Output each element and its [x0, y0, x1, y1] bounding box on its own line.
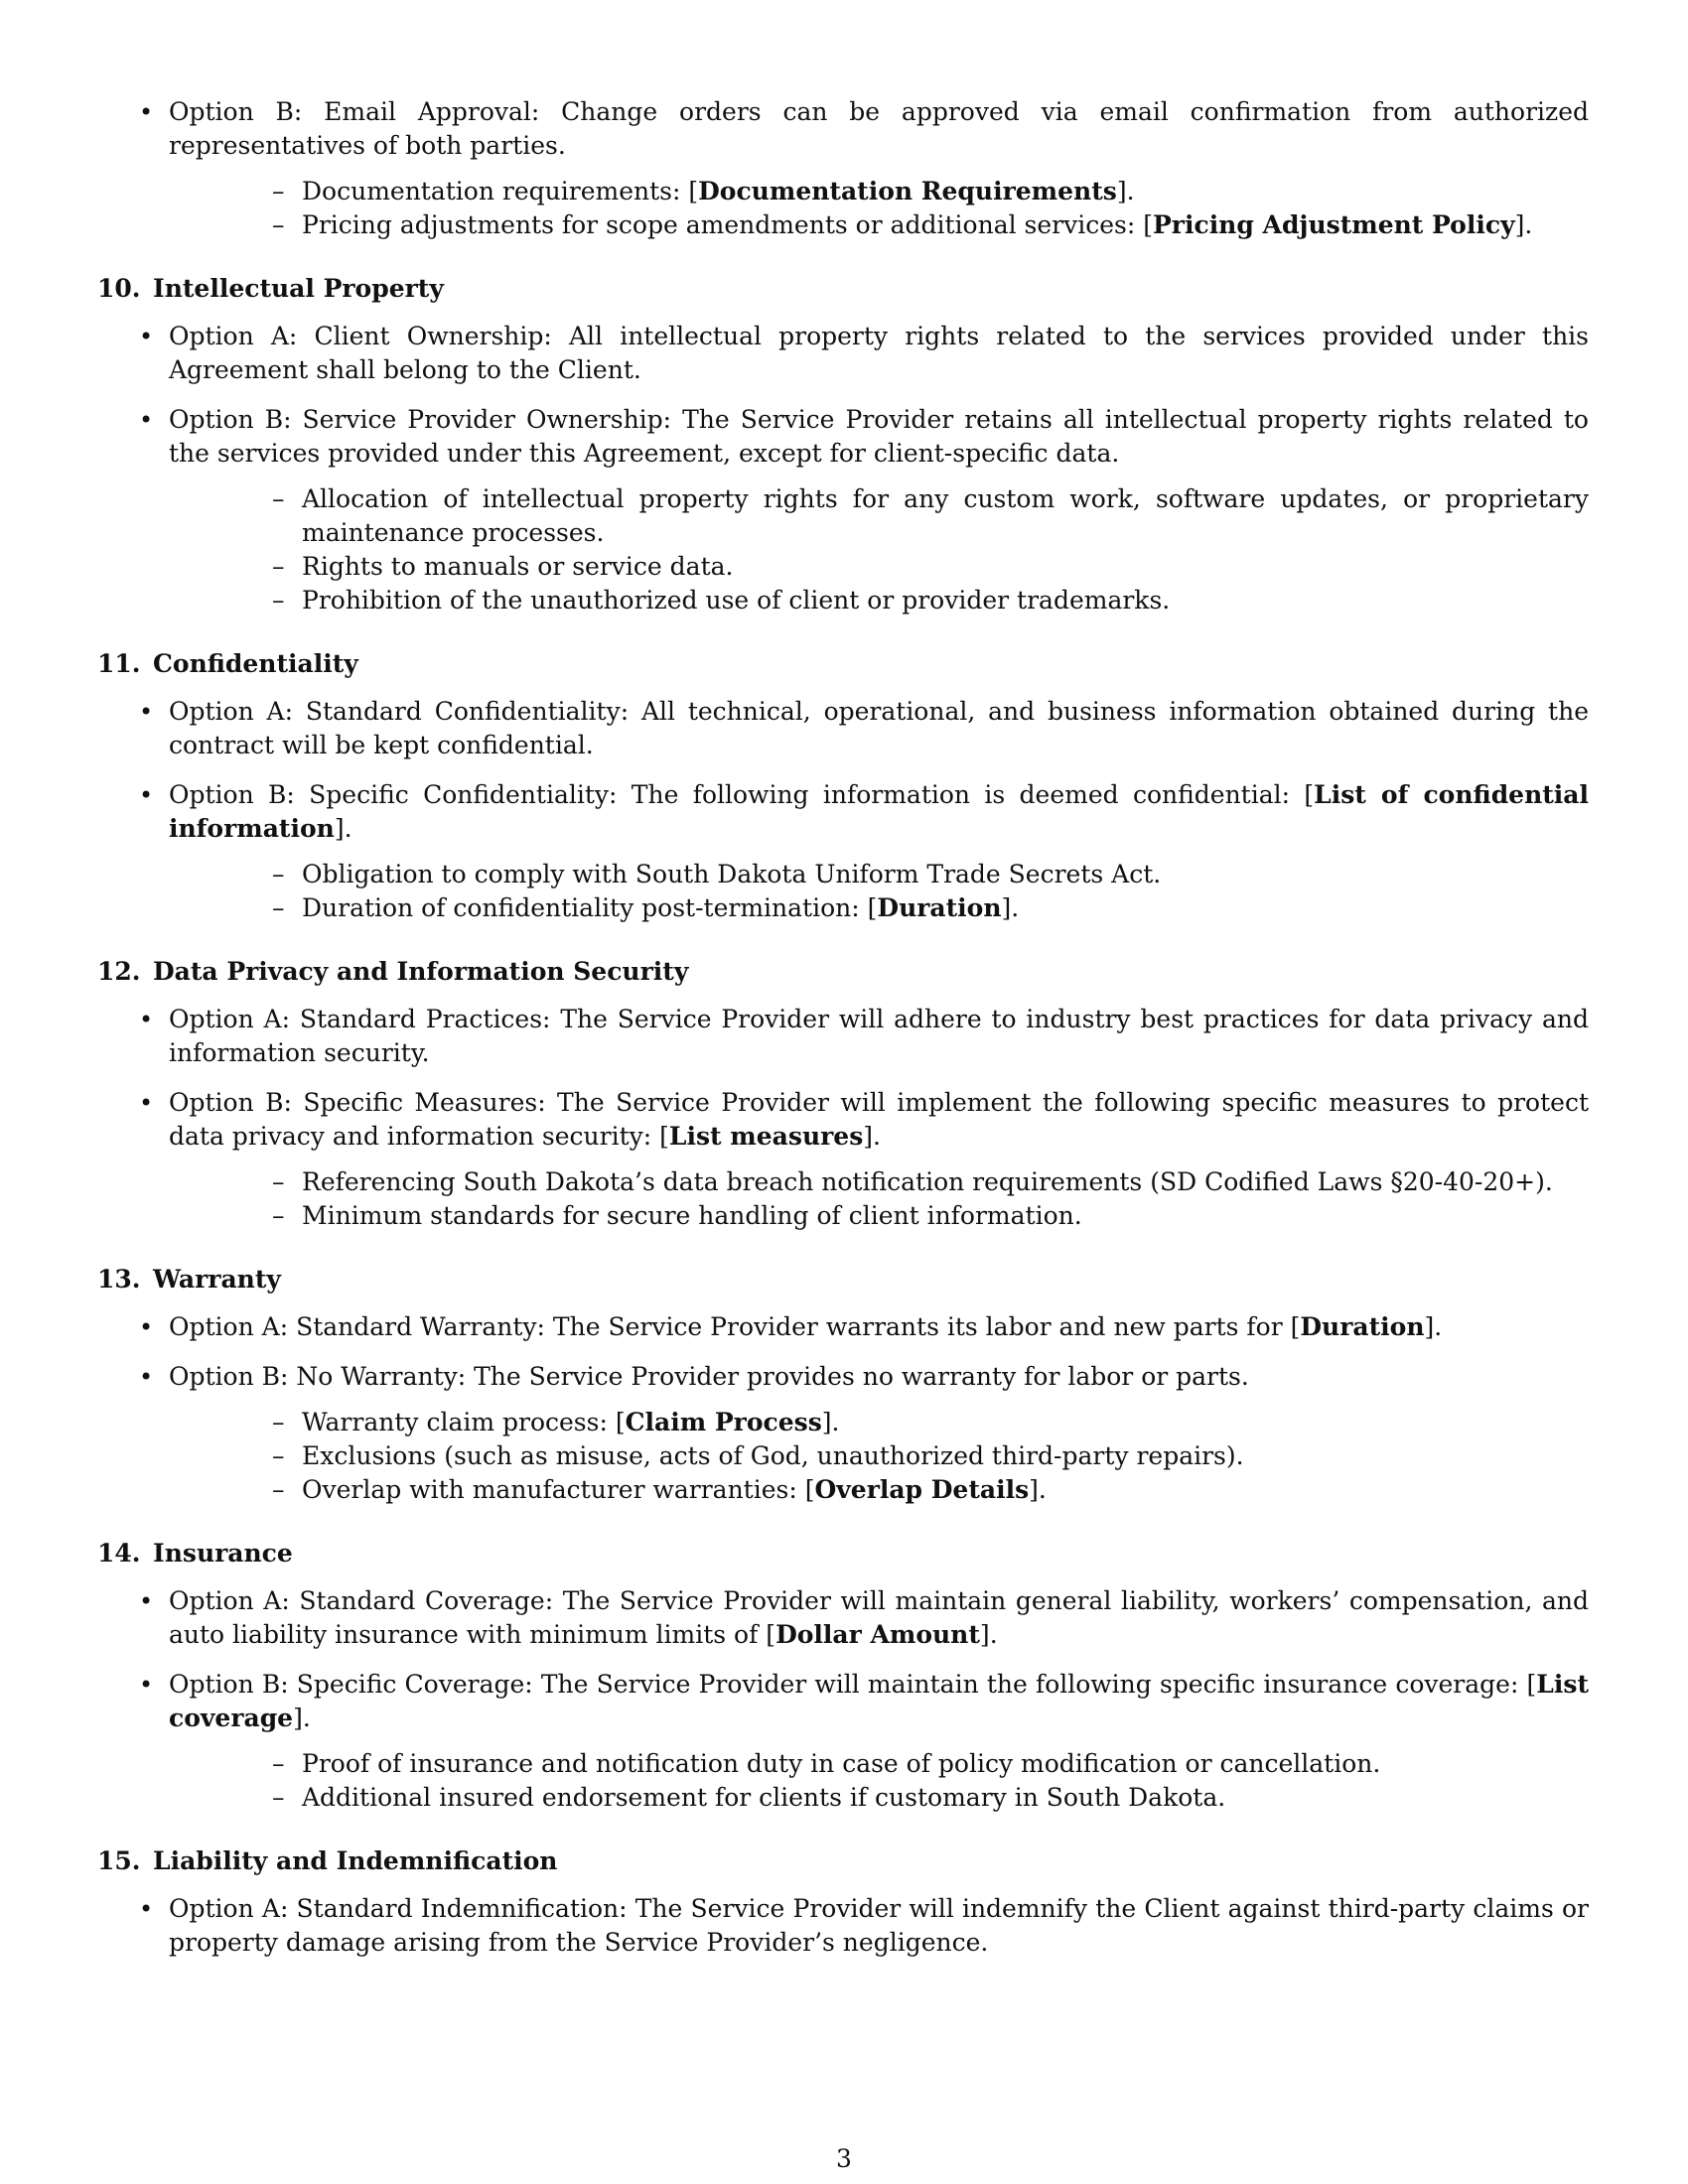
sub-text: Obligation to comply with South Dakota Uniform Trade Secrets Act.: [302, 860, 1162, 888]
option-item: [97, 320, 1589, 387]
sub-tail: .: [1126, 177, 1135, 205]
option-item: [97, 1360, 1589, 1507]
sub-item: [169, 858, 1589, 891]
placeholder-field: Claim Process: [625, 1408, 822, 1436]
sub-text: Referencing South Dakota’s data breach notification requirements (SD Codified Laws §20-40-20+).: [302, 1167, 1553, 1196]
section-number: 11.: [97, 649, 141, 678]
placeholder-field: Duration: [877, 893, 1002, 922]
sub-list: [169, 1747, 1589, 1815]
section-14: [97, 1537, 1589, 1815]
placeholder-field: Dollar Amount: [775, 1620, 980, 1649]
option-item: [97, 695, 1589, 762]
line-tail: .: [989, 1620, 998, 1649]
sub-text: Warranty claim process:: [302, 1408, 616, 1436]
option-text: Option A: Standard Confidentiality: All technical, operational, and business information obtained during the contract will be kept confidential.: [169, 697, 1589, 759]
line-tail: .: [873, 1122, 881, 1151]
section-12: [97, 955, 1589, 1233]
option-list: [97, 320, 1589, 617]
section-heading: [97, 1263, 1589, 1297]
sub-text: Rights to manuals or service data.: [302, 552, 734, 581]
sub-text: Documentation requirements:: [302, 177, 689, 205]
page-number: 3: [836, 2144, 852, 2173]
section-number: 13.: [97, 1265, 141, 1294]
option-text: Option A: Standard Coverage: The Service Provider will maintain general liability, workers’ compensation, and auto liability insurance with minimum limits of: [169, 1586, 1589, 1649]
sub-text: Minimum standards for secure handling of client information.: [302, 1201, 1082, 1230]
sub-item: [169, 1439, 1589, 1473]
sub-item: [169, 550, 1589, 584]
section-title: Liability and Indemnification: [153, 1846, 558, 1875]
option-text: Option A: Standard Warranty: The Service Provider warrants its labor and new parts for: [169, 1312, 1291, 1341]
sub-text: Pricing adjustments for scope amendments or additional services:: [302, 210, 1144, 239]
sub-list: [169, 1165, 1589, 1233]
section-11: [97, 647, 1589, 925]
section-continuation: [97, 95, 1589, 242]
option-text: Option B: No Warranty: The Service Provider provides no warranty for labor or parts.: [169, 1362, 1249, 1391]
line-tail: .: [1038, 1475, 1047, 1504]
line-tail: .: [1434, 1312, 1443, 1341]
option-item: [97, 403, 1589, 617]
option-item: [97, 1003, 1589, 1070]
line-tail: .: [302, 1704, 311, 1732]
sub-item: [169, 584, 1589, 617]
section-title: Warranty: [153, 1265, 281, 1294]
sub-item: – Pricing adjustments for scope amendments or additional services: [Pricing Adjustment Policy].: [169, 208, 1589, 242]
section-15: [97, 1844, 1589, 1960]
option-text: Option B: Specific Coverage: The Service Provider will maintain the following specific insurance coverage:: [169, 1670, 1527, 1699]
sub-item: – Documentation requirements: [Documentation Requirements].: [169, 175, 1589, 208]
placeholder-field: List measures: [668, 1122, 864, 1151]
sub-item: [169, 1199, 1589, 1233]
placeholder-field: Overlap Details: [814, 1475, 1030, 1504]
sub-item: – Warranty claim process: [Claim Process].: [169, 1406, 1589, 1439]
sub-text: Exclusions (such as misuse, acts of God, unauthorized third-party repairs).: [302, 1441, 1244, 1470]
sub-item: [169, 1165, 1589, 1199]
option-item: • Option B: Specific Coverage: The Service Provider will maintain the following specific insurance coverage: [List coverage]. – Proof of insurance and notification duty in case of policy modification or cancellation. – Additional insured endorsement for clients if customary in South Dakota.: [97, 1668, 1589, 1815]
placeholder-field: Pricing Adjustment Policy: [1153, 210, 1515, 239]
section-number: 15.: [97, 1846, 141, 1875]
sub-text: Proof of insurance and notification duty in case of policy modification or cancellation.: [302, 1749, 1381, 1778]
section-title: Intellectual Property: [153, 274, 444, 303]
sub-list: [169, 1406, 1589, 1507]
line-tail: .: [1011, 893, 1020, 922]
sub-item: – Duration of confidentiality post-termination: [Duration].: [169, 891, 1589, 925]
option-text: Option B: Email Approval: Change orders can be approved via email confirmation from authorized representatives of both parties.: [169, 97, 1589, 160]
section-heading: [97, 1844, 1589, 1878]
option-text: Option B: Specific Measures: The Service Provider will implement the following specific measures to protect data privacy and information security:: [169, 1088, 1589, 1151]
placeholder-field: Duration: [1300, 1312, 1425, 1341]
section-number: 10.: [97, 274, 141, 303]
option-item: • Option B: Specific Confidentiality: The following information is deemed confidential: [List of confidential information]. – Obligation to comply with South Dakota Uniform Trade Secrets Act. – Duration of confidentiality post-termination: [Duration].: [97, 778, 1589, 925]
placeholder-field: List coverage: [169, 1670, 1589, 1732]
sub-item: [169, 482, 1589, 550]
sub-text: Overlap with manufacturer warranties:: [302, 1475, 805, 1504]
section-13: [97, 1263, 1589, 1507]
option-item: • Option A: Standard Coverage: The Service Provider will maintain general liability, workers’ compensation, and auto liability insurance with minimum limits of [Dollar Amount].: [97, 1584, 1589, 1652]
section-number: 14.: [97, 1539, 141, 1568]
option-text: Option B: Service Provider Ownership: The Service Provider retains all intellectual property rights related to the services provided under this Agreement, except for client-specific data.: [169, 405, 1589, 468]
option-text: Option A: Standard Indemnification: The Service Provider will indemnify the Client against third-party claims or property damage arising from the Service Provider’s negligence.: [169, 1894, 1589, 1957]
option-text: Option A: Client Ownership: All intellectual property rights related to the services provided under this Agreement shall belong to the Client.: [169, 322, 1589, 384]
section-10: [97, 272, 1589, 617]
option-item: [97, 95, 1589, 242]
option-list: [97, 95, 1589, 242]
line-tail: .: [344, 814, 352, 843]
option-list: [97, 1892, 1589, 1960]
option-item: [97, 1892, 1589, 1960]
sub-item: – Overlap with manufacturer warranties: [Overlap Details].: [169, 1473, 1589, 1507]
sub-item: [169, 1781, 1589, 1815]
sub-list: [169, 482, 1589, 617]
sub-tail: .: [1524, 210, 1533, 239]
option-list: [97, 695, 1589, 925]
sub-item: [169, 1747, 1589, 1781]
section-heading: [97, 272, 1589, 306]
sub-text: Duration of confidentiality post-termination:: [302, 893, 868, 922]
sub-text: Additional insured endorsement for clients if customary in South Dakota.: [302, 1783, 1226, 1812]
section-title: Insurance: [153, 1539, 293, 1568]
line-tail: .: [831, 1408, 840, 1436]
sub-list: [169, 175, 1589, 242]
option-item: • Option A: Standard Warranty: The Service Provider warrants its labor and new parts for [Duration].: [97, 1310, 1589, 1344]
section-heading: [97, 1537, 1589, 1570]
option-text: Option B: Specific Confidentiality: The following information is deemed confidential:: [169, 780, 1305, 809]
section-heading: [97, 955, 1589, 989]
section-title: Confidentiality: [153, 649, 358, 678]
option-list: [97, 1003, 1589, 1233]
sub-text: Prohibition of the unauthorized use of client or provider trademarks.: [302, 586, 1171, 614]
section-number: 12.: [97, 957, 141, 986]
option-list: [97, 1310, 1589, 1507]
option-item: • Option B: Specific Measures: The Service Provider will implement the following specific measures to protect data privacy and information security: [List measures]. – Referencing South Dakota’s data breach notification requirements (SD Codified Laws §20-40-20+). – Minimum standards for secure handling of client information.: [97, 1086, 1589, 1233]
section-heading: [97, 647, 1589, 681]
document-body: [97, 95, 1589, 1976]
section-title: Data Privacy and Information Security: [153, 957, 689, 986]
option-text: Option A: Standard Practices: The Service Provider will adhere to industry best practices for data privacy and information security.: [169, 1005, 1589, 1067]
option-list: [97, 1584, 1589, 1815]
sub-text: Allocation of intellectual property rights for any custom work, software updates, or proprietary maintenance processes.: [302, 484, 1589, 547]
placeholder-field: List of confidential information: [169, 780, 1589, 843]
placeholder-field: Documentation Requirements: [698, 177, 1117, 205]
sub-list: [169, 858, 1589, 925]
